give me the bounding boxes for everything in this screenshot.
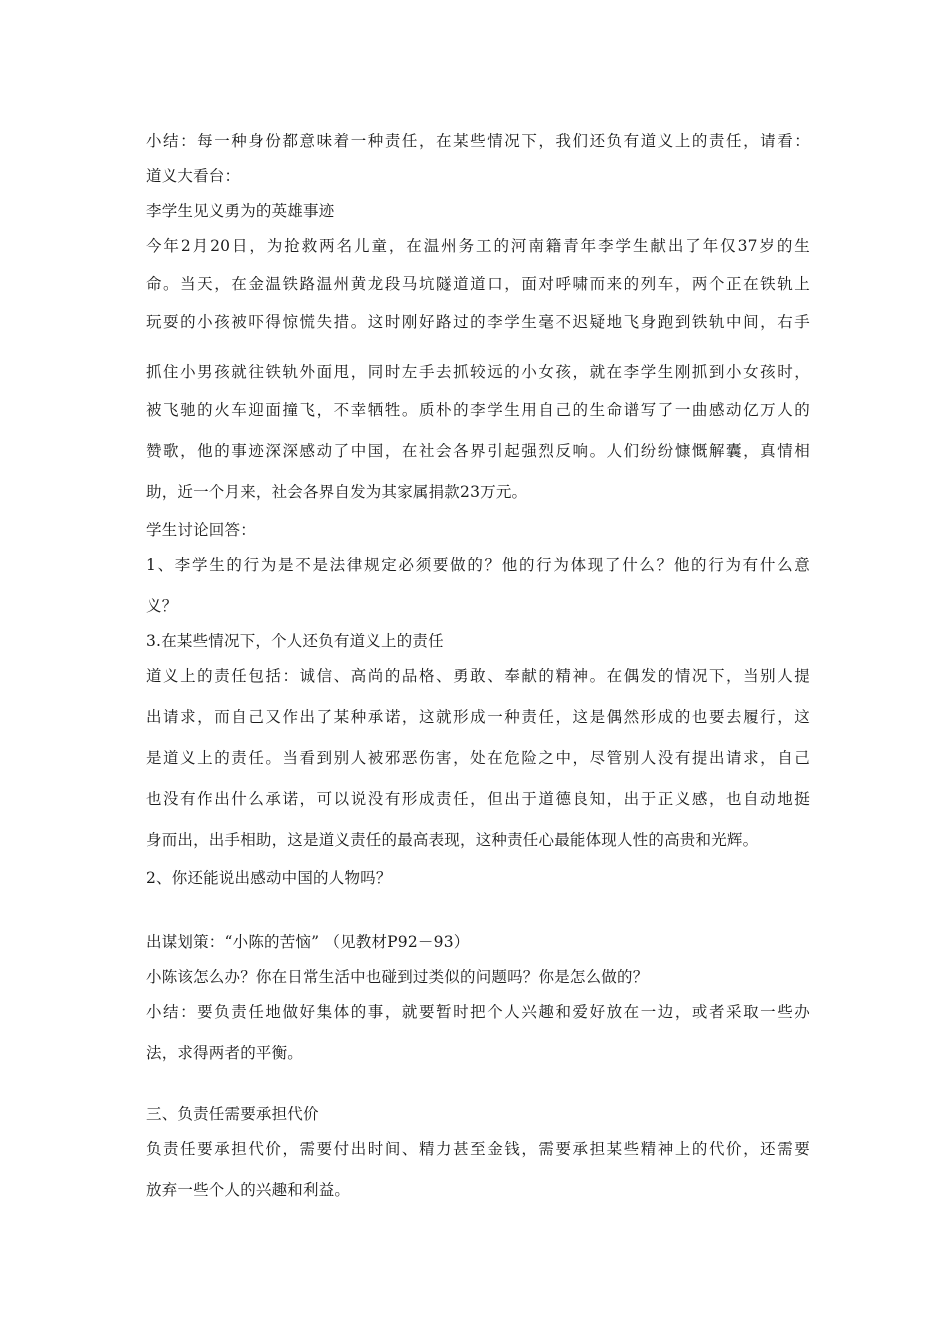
moral-duty-line-3: 是道义上的责任。当看到别人被邪恶伤害，处在危险之中，尽管别人没有提出请求，自己: [146, 749, 810, 767]
cost-line-2: 放弃一些个人的兴趣和利益。: [146, 1181, 351, 1199]
advice-heading: 出谋划策：“小陈的苦恼” （见教材P92－93）: [146, 933, 470, 951]
cost-line-1: 负责任要承担代价，需要付出时间、精力甚至金钱，需要承担某些精神上的代价，还需要: [146, 1140, 810, 1158]
story-title: 李学生见义勇为的英雄事迹: [146, 202, 335, 220]
story-paragraph-line-6: 赞歌，他的事迹深深感动了中国，在社会各界引起强烈反响。人们纷纷慷慨解囊，真情相: [146, 442, 810, 460]
moral-duty-line-4: 也没有作出什么承诺，可以说没有形成责任，但出于道德良知，出于正义感，也自动地挺: [146, 790, 810, 808]
summary-2-line-2: 法，求得两者的平衡。: [146, 1044, 304, 1062]
question-1-line-1: 1、李学生的行为是不是法律规定必须要做的？他的行为体现了什么？他的行为有什么意: [146, 556, 810, 574]
section-three-heading: 三、负责任需要承担代价: [146, 1105, 319, 1123]
question-1-line-2: 义？: [146, 597, 178, 615]
story-paragraph-line-1: 今年2月20日，为抢救两名儿童，在温州务工的河南籍青年李学生献出了年仅37岁的生: [146, 237, 810, 255]
story-paragraph-line-5: 被飞驰的火车迎面撞飞，不幸牺牲。质朴的李学生用自己的生命谱写了一曲感动亿万人的: [146, 401, 810, 419]
moral-duty-line-5: 身而出，出手相助，这是道义责任的最高表现，这种责任心最能体现人性的高贵和光辉。: [146, 831, 759, 849]
xiaochen-question: 小陈该怎么办？你在日常生活中也碰到过类似的问题吗？你是怎么做的？: [146, 968, 649, 986]
summary-line-1: 小结：每一种身份都意味着一种责任，在某些情况下，我们还负有道义上的责任，请看：: [146, 132, 810, 150]
point-3-heading: 3.在某些情况下，个人还负有道义上的责任: [146, 632, 444, 650]
story-paragraph-line-4: 抓住小男孩就往铁轨外面甩，同时左手去抓较远的小女孩，就在李学生刚抓到小女孩时，: [146, 363, 810, 381]
story-paragraph-line-2: 命。当天，在金温铁路温州黄龙段马坑隧道道口，面对呼啸而来的列车，两个正在铁轨上: [146, 275, 810, 293]
summary-2-line-1: 小结：要负责任地做好集体的事，就要暂时把个人兴趣和爱好放在一边，或者采取一些办: [146, 1003, 810, 1021]
moral-duty-line-2: 出请求，而自己又作出了某种承诺，这就形成一种责任，这是偶然形成的也要去履行，这: [146, 708, 810, 726]
question-2: 2、你还能说出感动中国的人物吗？: [146, 869, 392, 887]
story-paragraph-line-3: 玩耍的小孩被吓得惊慌失措。这时刚好路过的李学生毫不迟疑地飞身跑到铁轨中间，右手: [146, 313, 810, 331]
discussion-heading: 学生讨论回答：: [146, 521, 256, 539]
section-heading-daoyi-stage: 道义大看台：: [146, 167, 241, 185]
moral-duty-line-1: 道义上的责任包括：诚信、高尚的品格、勇敢、奉献的精神。在偶发的情况下，当别人提: [146, 667, 810, 685]
story-paragraph-line-7: 助，近一个月来，社会各界自发为其家属捐款23万元。: [146, 483, 528, 501]
